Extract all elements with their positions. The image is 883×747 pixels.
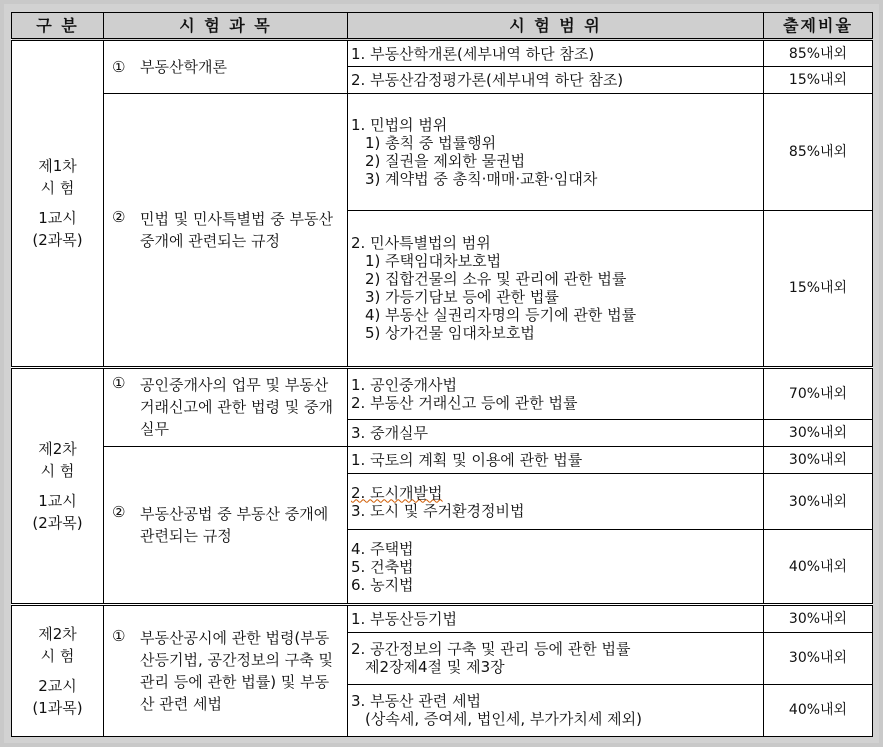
scope-cell — [348, 211, 764, 367]
exam-table — [11, 12, 873, 737]
scope-line: (상속세, 증여세, 법인세, 부가가치세 제외) — [365, 710, 642, 729]
ratio-cell: 15%내외 — [764, 67, 873, 94]
ratio-cell: 15%내외 — [764, 211, 873, 367]
header-subject: 시 험 과 목 — [104, 13, 348, 40]
subject-cell — [104, 446, 348, 605]
header-section: 구 분 — [12, 13, 104, 40]
scope-line — [351, 484, 757, 502]
section-line: (2과목) — [32, 514, 83, 533]
scope-cell — [348, 94, 764, 211]
scope-line: 4) 부동산 실권리자명의 등기에 관한 법률 — [365, 306, 637, 325]
subject-text: 공인중개사의 업무 및 부동산 거래신고에 관한 법령 및 중개실무 — [140, 376, 333, 439]
ratio-cell: 70%내외 — [764, 367, 873, 419]
table-header-row — [12, 13, 873, 40]
subject-cell — [104, 367, 348, 446]
table-row — [12, 40, 873, 67]
section-line: 제1차 — [38, 157, 77, 176]
scope-cell — [348, 530, 764, 605]
scope-cell — [348, 632, 764, 684]
table-row — [12, 446, 873, 473]
scope-line: 1) 주택임대차보호법 — [365, 252, 502, 271]
subject-text: 부동산학개론 — [140, 58, 227, 77]
scope-cell — [348, 40, 764, 67]
ratio-cell: 30%내외 — [764, 605, 873, 632]
section-cell — [12, 605, 104, 737]
scope-line: 1. 부동산등기법 — [351, 609, 458, 628]
subject-number: ① — [112, 627, 126, 646]
ratio-cell: 40%내외 — [764, 684, 873, 736]
subject-number: ① — [112, 58, 126, 77]
scope-cell — [348, 446, 764, 473]
scope-line: 6. 농지법 — [351, 575, 414, 594]
scope-line: 1) 총칙 중 법률행위 — [365, 134, 497, 153]
ratio-cell: 85%내외 — [764, 40, 873, 67]
spellcheck-underline: 2. 도시개발법 — [351, 483, 443, 502]
table-row — [12, 605, 873, 632]
table-frame — [4, 4, 879, 743]
header-ratio: 출제비율 — [764, 13, 873, 40]
subject-number: ① — [112, 374, 126, 393]
ratio-cell: 85%내외 — [764, 94, 873, 211]
scope-cell — [348, 67, 764, 94]
scope-line: 1. 부동산학개론(세부내역 하단 참조) — [351, 44, 595, 63]
scope-line: 3. 부동산 관련 세법 — [351, 692, 482, 711]
scope-line: 5) 상가건물 임대차보호법 — [365, 324, 535, 343]
scope-cell — [348, 474, 764, 530]
ratio-cell: 40%내외 — [764, 530, 873, 605]
subject-text: 민법 및 민사특별법 중 부동산 중개에 관련되는 규정 — [140, 209, 333, 250]
section-line: 1교시 — [38, 492, 77, 511]
scope-line: 2. 공간정보의 구축 및 관리 등에 관한 법률 — [351, 640, 631, 659]
scope-cell — [348, 419, 764, 446]
subject-text: 부동산공시에 관한 법령(부동산등기법, 공간정보의 구축 및 관리 등에 관한 법률) 및 부동산 관련 세법 — [140, 629, 333, 714]
scope-line: 제2장제4절 및 제3장 — [365, 658, 505, 677]
scope-line: 4. 주택법 — [351, 539, 414, 558]
scope-line: 2) 질권을 제외한 물권법 — [365, 152, 526, 171]
section-line: 제2차 — [38, 440, 77, 459]
scope-line: 3. 중개실무 — [351, 423, 429, 442]
ratio-cell: 30%내외 — [764, 632, 873, 684]
subject-text: 부동산공법 중 부동산 중개에 관련되는 규정 — [140, 505, 329, 546]
scope-cell — [348, 684, 764, 736]
section-cell — [12, 40, 104, 368]
section-line: 시 험 — [40, 647, 75, 666]
section-cell — [12, 367, 104, 605]
scope-line: 3) 가등기담보 등에 관한 법률 — [365, 288, 559, 307]
scope-line: 3. 도시 및 주거환경정비법 — [351, 501, 525, 520]
section-line: 시 험 — [40, 179, 75, 198]
scope-line: 3) 계약법 중 총칙·매매·교환·임대차 — [365, 170, 598, 189]
section-line: (2과목) — [32, 231, 83, 250]
table-row — [12, 94, 873, 211]
section-line: 2교시 — [38, 677, 77, 696]
ratio-cell: 30%내외 — [764, 419, 873, 446]
scope-cell — [348, 605, 764, 632]
scope-line: 5. 건축법 — [351, 557, 414, 576]
section-line: (1과목) — [32, 699, 83, 718]
scope-line: 2. 부동산감정평가론(세부내역 하단 참조) — [351, 71, 624, 90]
scope-line: 1. 민법의 범위 — [351, 116, 448, 135]
scope-line: 2. 부동산 거래신고 등에 관한 법률 — [351, 393, 578, 412]
ratio-cell: 30%내외 — [764, 446, 873, 473]
scope-line: 2) 집합건물의 소유 및 관리에 관한 법률 — [365, 270, 627, 289]
header-scope: 시 험 범 위 — [348, 13, 764, 40]
section-line: 1교시 — [38, 209, 77, 228]
subject-number: ② — [112, 503, 126, 522]
table-row — [12, 367, 873, 419]
section-line: 제2차 — [38, 625, 77, 644]
subject-cell — [104, 94, 348, 367]
subject-cell — [104, 40, 348, 94]
scope-line: 1. 국토의 계획 및 이용에 관한 법률 — [351, 450, 583, 469]
subject-number: ② — [112, 207, 126, 226]
scope-cell — [348, 367, 764, 419]
scope-line: 1. 공인중개사법 — [351, 375, 458, 394]
subject-cell — [104, 605, 348, 737]
section-line: 시 험 — [40, 462, 75, 481]
scope-line: 2. 민사특별법의 범위 — [351, 234, 491, 253]
ratio-cell: 30%내외 — [764, 474, 873, 530]
